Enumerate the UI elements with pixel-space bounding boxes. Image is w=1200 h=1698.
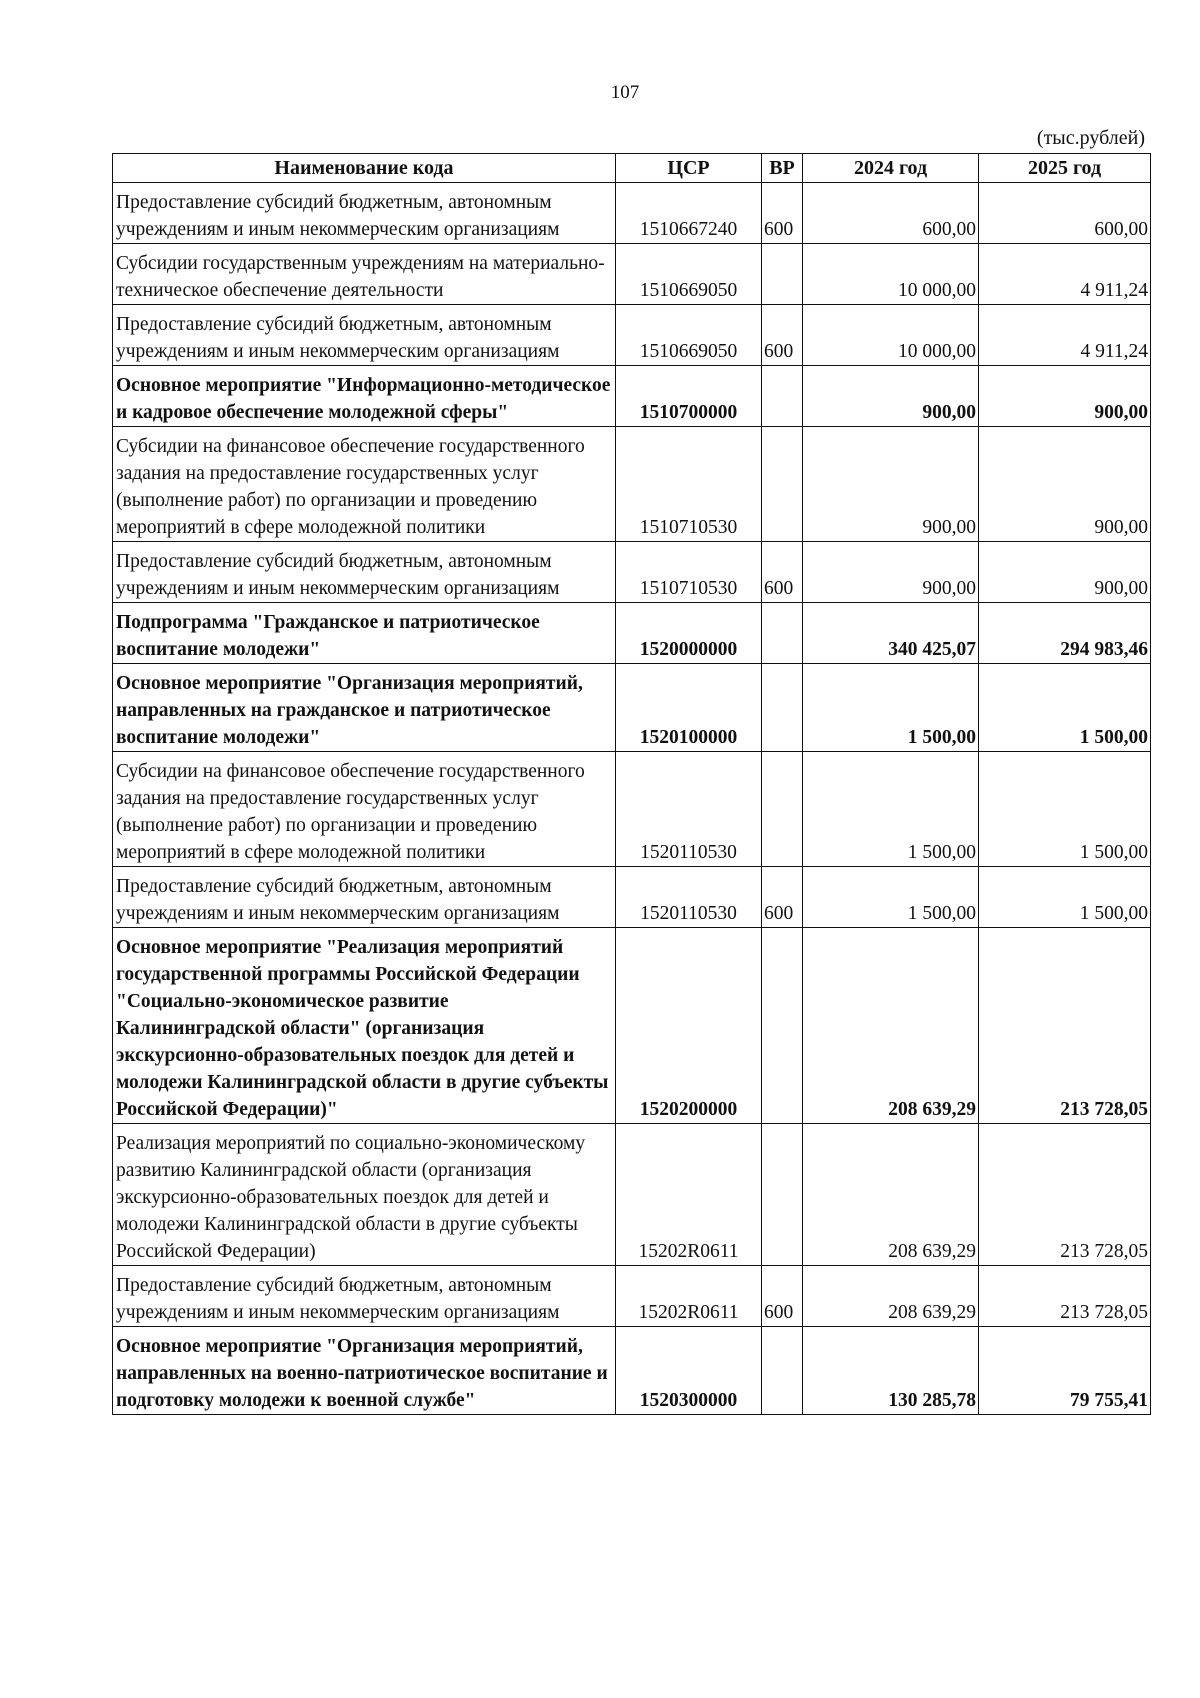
table-row <box>113 867 1151 928</box>
row-2025: 1 500,00 <box>979 867 1151 928</box>
header-2025: 2025 год <box>979 154 1151 183</box>
table-header-row <box>113 154 1151 183</box>
row-vr <box>762 1124 803 1266</box>
row-name: Предоставление субсидий бюджетным, автономным учреждениям и иным некоммерческим организациям <box>113 183 616 244</box>
row-2024: 1 500,00 <box>803 867 979 928</box>
row-2024: 900,00 <box>803 427 979 542</box>
row-vr <box>762 928 803 1124</box>
row-vr <box>762 752 803 867</box>
row-2024: 208 639,29 <box>803 928 979 1124</box>
row-2024: 900,00 <box>803 542 979 603</box>
row-name: Основное мероприятие "Реализация мероприятий государственной программы Российской Федерации "Социально-экономическое развитие Калининградской области" (организация экскурсионно-образовательных поездок для детей и молодежи Калининградской области в другие субъекты Российской Федерации)" <box>113 928 616 1124</box>
table-row <box>113 1327 1151 1415</box>
row-name: Предоставление субсидий бюджетным, автономным учреждениям и иным некоммерческим организациям <box>113 542 616 603</box>
row-2025: 900,00 <box>979 542 1151 603</box>
row-vr: 600 <box>762 1266 803 1327</box>
row-vr: 600 <box>762 305 803 366</box>
row-vr <box>762 1327 803 1415</box>
table-row <box>113 603 1151 664</box>
row-vr <box>762 366 803 427</box>
row-vr <box>762 603 803 664</box>
row-vr <box>762 664 803 752</box>
row-2025: 213 728,05 <box>979 928 1151 1124</box>
row-2025: 213 728,05 <box>979 1266 1151 1327</box>
table-row <box>113 366 1151 427</box>
row-name: Подпрограмма "Гражданское и патриотическое воспитание молодежи" <box>113 603 616 664</box>
page-number: 107 <box>610 82 640 103</box>
row-csr: 1510710530 <box>616 427 762 542</box>
header-2024: 2024 год <box>803 154 979 183</box>
row-csr: 15202R0611 <box>616 1124 762 1266</box>
table-row <box>113 542 1151 603</box>
row-csr: 1510667240 <box>616 183 762 244</box>
row-csr: 1510700000 <box>616 366 762 427</box>
row-name: Реализация мероприятий по социально-экономическому развитию Калининградской области (организация экскурсионно-образовательных поездок для детей и молодежи Калининградской области в другие субъекты Российской Федерации) <box>113 1124 616 1266</box>
row-name: Предоставление субсидий бюджетным, автономным учреждениям и иным некоммерческим организациям <box>113 1266 616 1327</box>
row-csr: 1520200000 <box>616 928 762 1124</box>
row-2025: 1 500,00 <box>979 752 1151 867</box>
row-2024: 10 000,00 <box>803 244 979 305</box>
row-vr <box>762 244 803 305</box>
table-row <box>113 1266 1151 1327</box>
header-vr: ВР <box>762 154 803 183</box>
row-csr: 1510669050 <box>616 305 762 366</box>
row-csr: 1510710530 <box>616 542 762 603</box>
row-2024: 208 639,29 <box>803 1124 979 1266</box>
row-csr: 1520000000 <box>616 603 762 664</box>
row-name: Основное мероприятие "Организация мероприятий, направленных на гражданское и патриотическое воспитание молодежи" <box>113 664 616 752</box>
row-2024: 600,00 <box>803 183 979 244</box>
table-row <box>113 1124 1151 1266</box>
row-name: Предоставление субсидий бюджетным, автономным учреждениям и иным некоммерческим организациям <box>113 867 616 928</box>
row-2025: 4 911,24 <box>979 305 1151 366</box>
row-vr <box>762 427 803 542</box>
row-csr: 1520110530 <box>616 867 762 928</box>
row-2024: 10 000,00 <box>803 305 979 366</box>
row-csr: 1510669050 <box>616 244 762 305</box>
budget-table <box>112 153 1151 1415</box>
header-name: Наименование кода <box>113 154 616 183</box>
table-body <box>113 183 1151 1415</box>
row-2025: 294 983,46 <box>979 603 1151 664</box>
row-2024: 208 639,29 <box>803 1266 979 1327</box>
row-2024: 1 500,00 <box>803 664 979 752</box>
row-2024: 1 500,00 <box>803 752 979 867</box>
row-vr: 600 <box>762 867 803 928</box>
table-row <box>113 664 1151 752</box>
row-2025: 900,00 <box>979 366 1151 427</box>
table-row <box>113 305 1151 366</box>
row-2025: 79 755,41 <box>979 1327 1151 1415</box>
row-name: Субсидии на финансовое обеспечение государственного задания на предоставление государственных услуг (выполнение работ) по организации и проведению мероприятий в сфере молодежной политики <box>113 427 616 542</box>
row-csr: 1520110530 <box>616 752 762 867</box>
units-label: (тыс.рублей) <box>1036 127 1145 149</box>
row-2024: 340 425,07 <box>803 603 979 664</box>
table-row <box>113 928 1151 1124</box>
row-2025: 213 728,05 <box>979 1124 1151 1266</box>
row-2024: 900,00 <box>803 366 979 427</box>
row-csr: 1520300000 <box>616 1327 762 1415</box>
row-vr: 600 <box>762 183 803 244</box>
row-name: Субсидии на финансовое обеспечение государственного задания на предоставление государственных услуг (выполнение работ) по организации и проведению мероприятий в сфере молодежной политики <box>113 752 616 867</box>
row-name: Основное мероприятие "Организация мероприятий, направленных на военно-патриотическое воспитание и подготовку молодежи к военной службе" <box>113 1327 616 1415</box>
table-row <box>113 427 1151 542</box>
table-row <box>113 752 1151 867</box>
table-row <box>113 183 1151 244</box>
row-name: Основное мероприятие "Информационно-методическое и кадровое обеспечение молодежной сферы" <box>113 366 616 427</box>
row-csr: 15202R0611 <box>616 1266 762 1327</box>
row-csr: 1520100000 <box>616 664 762 752</box>
row-2025: 4 911,24 <box>979 244 1151 305</box>
row-2024: 130 285,78 <box>803 1327 979 1415</box>
row-2025: 900,00 <box>979 427 1151 542</box>
table-row <box>113 244 1151 305</box>
row-2025: 600,00 <box>979 183 1151 244</box>
row-name: Субсидии государственным учреждениям на материально-техническое обеспечение деятельности <box>113 244 616 305</box>
row-name: Предоставление субсидий бюджетным, автономным учреждениям и иным некоммерческим организациям <box>113 305 616 366</box>
row-2025: 1 500,00 <box>979 664 1151 752</box>
header-csr: ЦСР <box>616 154 762 183</box>
row-vr: 600 <box>762 542 803 603</box>
